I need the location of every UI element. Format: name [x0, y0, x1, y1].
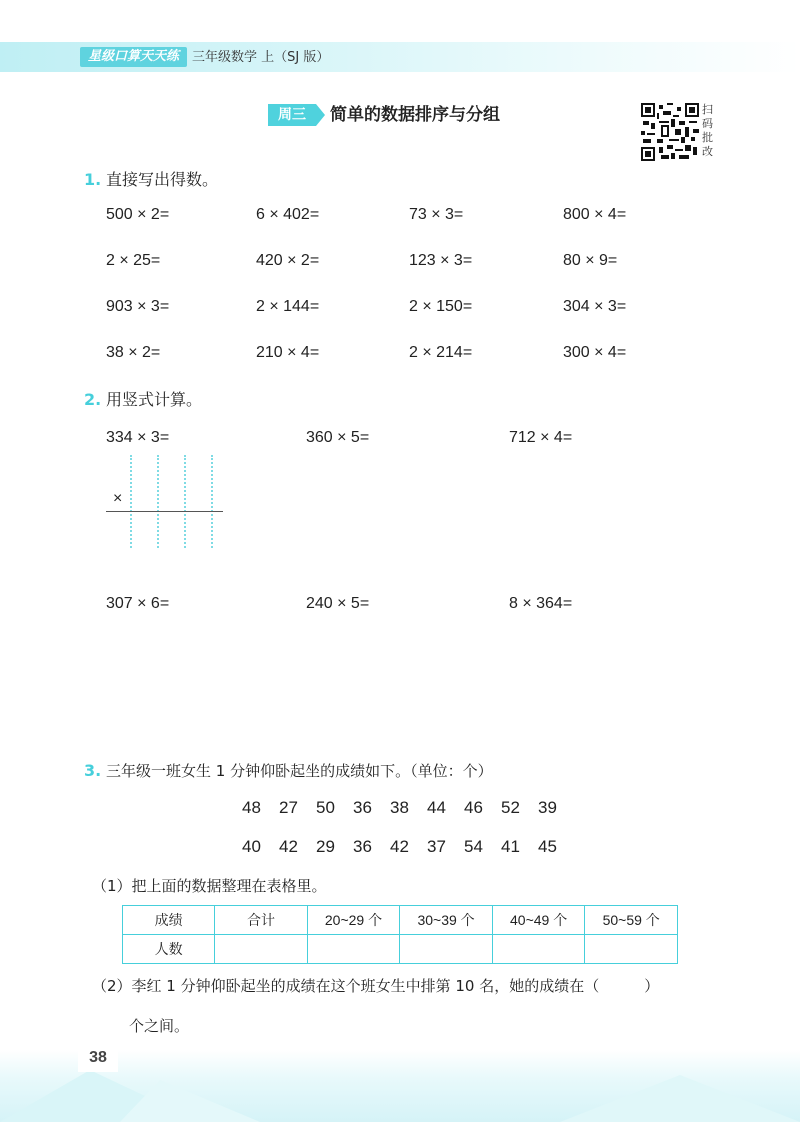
answer-cell[interactable]: [492, 935, 585, 964]
multiply-sign: ×: [113, 490, 123, 507]
q1-expression: 2 × 25=: [106, 252, 161, 269]
column-guide: [184, 455, 186, 548]
score-value: 29: [316, 837, 335, 856]
q1-expression: 2 × 214=: [409, 344, 473, 361]
score-value: 37: [427, 837, 446, 856]
score-value: 48: [242, 798, 261, 817]
q2-expression: 360 × 5=: [306, 429, 370, 446]
scan-to-grade-label: 扫 码 批 改: [702, 103, 713, 158]
q2-expression: 307 × 6=: [106, 595, 170, 612]
score-value: 36: [353, 837, 372, 856]
score-value: 45: [538, 837, 557, 856]
q1-expression: 123 × 3=: [409, 252, 473, 269]
score-value: 50: [316, 798, 335, 817]
table-header-cell: 40~49 个: [492, 906, 585, 935]
score-value: 54: [464, 837, 483, 856]
answer-cell[interactable]: [307, 935, 400, 964]
sub-question-1: （1）把上面的数据整理在表格里。: [92, 877, 327, 895]
column-guide: [211, 455, 213, 548]
question-2-text: 用竖式计算。: [106, 390, 203, 409]
q1-expression: 903 × 3=: [106, 298, 170, 315]
table-header-cell: 50~59 个: [585, 906, 678, 935]
table-row: [123, 935, 678, 964]
q2-expression: 240 × 5=: [306, 595, 370, 612]
score-value: 52: [501, 798, 520, 817]
score-value: 42: [279, 837, 298, 856]
score-value: 27: [279, 798, 298, 817]
q1-expression: 300 × 4=: [563, 344, 627, 361]
score-value: 38: [390, 798, 409, 817]
brand-label: 星级口算天天练: [80, 47, 187, 67]
column-guide: [130, 455, 132, 548]
q2-expression: 334 × 3=: [106, 429, 170, 446]
q1-expression: 73 × 3=: [409, 206, 464, 223]
score-table: [122, 905, 678, 964]
q1-expression: 210 × 4=: [256, 344, 320, 361]
answer-cell[interactable]: [585, 935, 678, 964]
score-value: 44: [427, 798, 446, 817]
q1-expression: 2 × 144=: [256, 298, 320, 315]
q1-expression: 80 × 9=: [563, 252, 618, 269]
score-value: 39: [538, 798, 557, 817]
table-header-row: [123, 906, 678, 935]
sub-question-2-continuation: 个之间。: [129, 1017, 190, 1035]
q2-expression: 8 × 364=: [509, 595, 573, 612]
book-title: 三年级数学 上（SJ 版）: [192, 50, 330, 65]
score-value: 36: [353, 798, 372, 817]
question-1-number: 1.: [84, 170, 102, 189]
answer-cell[interactable]: [215, 935, 307, 964]
q1-expression: 800 × 4=: [563, 206, 627, 223]
sub-question-2: （2）李红 1 分钟仰卧起坐的成绩在这个班女生中排第 10 名，她的成绩在（ ）: [92, 977, 660, 995]
table-header-cell: 合计: [215, 906, 307, 935]
q1-expression: 2 × 150=: [409, 298, 473, 315]
footer-mountains: [0, 1040, 800, 1122]
score-value: 42: [390, 837, 409, 856]
table-header-cell: 成绩: [123, 906, 215, 935]
q1-expression: 6 × 402=: [256, 206, 320, 223]
qr-code-icon[interactable]: [641, 103, 699, 161]
q1-expression: 304 × 3=: [563, 298, 627, 315]
day-tag: 周三: [268, 104, 316, 126]
question-3-number: 3.: [84, 761, 102, 780]
score-value: 46: [464, 798, 483, 817]
table-row-label: 人数: [123, 935, 215, 964]
question-3-text: 三年级一班女生 1 分钟仰卧起坐的成绩如下。（单位：个）: [106, 762, 493, 780]
answer-cell[interactable]: [400, 935, 493, 964]
vertical-calc-line: [106, 511, 223, 512]
table-header-cell: 30~39 个: [400, 906, 493, 935]
page-number: 38: [78, 1044, 118, 1072]
q2-expression: 712 × 4=: [509, 429, 573, 446]
question-1-text: 直接写出得数。: [106, 170, 219, 189]
question-2-number: 2.: [84, 390, 102, 409]
q1-expression: 500 × 2=: [106, 206, 170, 223]
score-value: 41: [501, 837, 520, 856]
q1-expression: 420 × 2=: [256, 252, 320, 269]
column-guide: [157, 455, 159, 548]
score-value: 40: [242, 837, 261, 856]
table-header-cell: 20~29 个: [307, 906, 400, 935]
q1-expression: 38 × 2=: [106, 344, 161, 361]
page-title: 简单的数据排序与分组: [330, 105, 500, 125]
